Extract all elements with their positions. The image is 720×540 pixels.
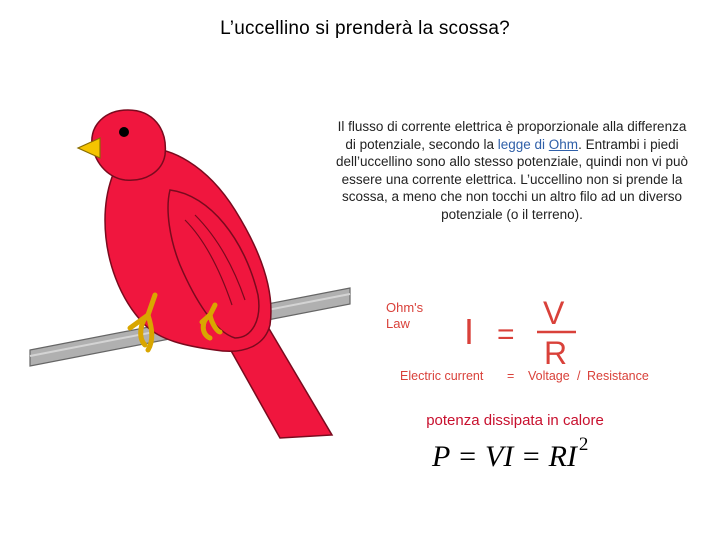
ohm-link[interactable]: Ohm — [548, 136, 579, 152]
ohms-law-figure — [380, 292, 680, 392]
bird-head — [92, 110, 166, 180]
ohm-symbol-i: I — [464, 311, 475, 352]
ohm-caption-current: Electric current — [400, 369, 484, 383]
ohm-caption-resistance: Resistance — [587, 369, 649, 383]
explanation-part2: . Entrambi i piedi dell’uccellino sono allo stesso potenziale, quindi non vi può essere una corrente elettrica. L’uccellino non si prende la scossa, a meno che non tocchi un altro filo ad un diverso potenziale (o il terreno). — [336, 136, 688, 222]
ohm-caption-slash: / — [577, 369, 581, 383]
ohm-denominator-r: R — [544, 335, 568, 371]
explanation-text — [332, 118, 692, 223]
ohm-equals: = — [497, 318, 515, 351]
power-label: potenza dissipata in calore — [426, 412, 604, 429]
ohm-caption-equals: = — [507, 369, 515, 383]
power-formula-expression: P = VI = RI — [432, 440, 577, 473]
power-formula-exponent: 2 — [578, 434, 589, 455]
bird-beak — [78, 138, 100, 158]
canary-on-wire-illustration — [20, 100, 360, 445]
ohm-label-line2: Law — [386, 316, 410, 331]
ohm-numerator-v: V — [543, 295, 565, 331]
ohm-label-line1: Ohm's — [386, 300, 424, 315]
power-formula — [432, 434, 589, 474]
explanation-part1: Il flusso di corrente elettrica è proporzionale alla differenza di potenziale, secondo la — [337, 119, 687, 152]
slide-title: L’uccellino si prenderà la scossa? — [220, 18, 510, 39]
legge-di-link[interactable]: legge di — [497, 136, 549, 152]
ohm-caption-voltage: Voltage — [528, 369, 570, 383]
bird-eye — [119, 127, 129, 137]
